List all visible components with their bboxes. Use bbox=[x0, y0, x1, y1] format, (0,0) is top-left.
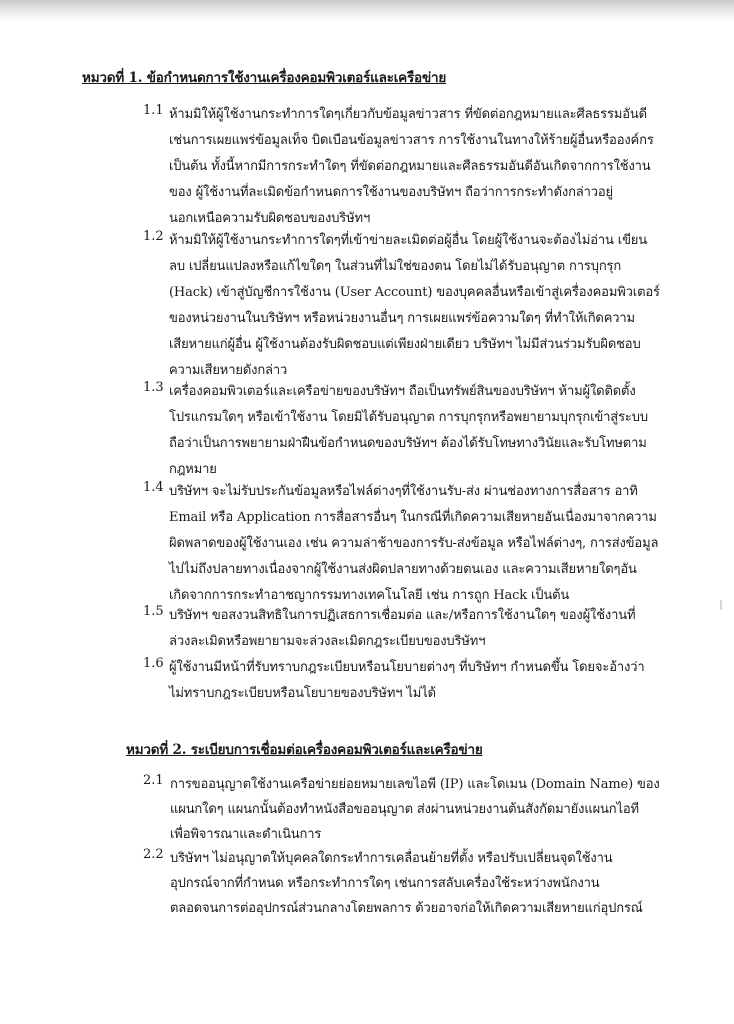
scan-artifact bbox=[720, 600, 722, 610]
clause-text-line: เกิดจากการกระทำอาชญากรรมทางเทคโนโลยี เช่น การถูก Hack เป็นต้น bbox=[169, 588, 570, 603]
clause-text-line: ของ ผู้ใช้งานที่ละเมิดข้อกำหนดการใช้งานของบริษัทฯ ถือว่าการกระทำดังกล่าวอยู่ bbox=[169, 185, 614, 200]
clause-number: 2.1 bbox=[143, 773, 164, 788]
clause-text-line: ถือว่าเป็นการพยายามฝ่าฝืนข้อกำหนดของบริษัทฯ ต้องได้รับโทษทางวินัยและรับโทษตาม bbox=[169, 436, 647, 451]
clause-text-line: บริษัทฯ จะไม่รับประกันข้อมูลหรือไฟล์ต่างๆที่ใช้งานรับ-ส่ง ผ่านช่องทางการสื่อสาร อาทิ bbox=[169, 484, 638, 499]
clause-text-line: ตลอดจนการต่ออุปกรณ์ส่วนกลางโดยพลการ ด้วยอาจก่อให้เกิดความเสียหายแก่อุปกรณ์ bbox=[170, 901, 643, 916]
section-1-heading: หมวดที่ 1. ข้อกำหนดการใช้งานเครื่องคอมพิวเตอร์และเครือข่าย bbox=[82, 70, 447, 86]
clause-text-line: ห้ามมิให้ผู้ใช้งานกระทำการใดๆที่เข้าข่ายละเมิดต่อผู้อื่น โดยผู้ใช้งานจะต้องไม่อ่าน เขียน bbox=[169, 233, 648, 248]
clause-text-line: อุปกรณ์จากที่กำหนด หรือกระทำการใดๆ เช่นการสลับเครื่องใช้ระหว่างพนักงาน bbox=[170, 876, 600, 891]
clause-number: 1.3 bbox=[143, 380, 164, 395]
clause-text-line: ความเสียหายดังกล่าว bbox=[169, 363, 288, 378]
clause-text-line: ผู้ใช้งานมีหน้าที่รับทราบกฎระเบียบหรือนโยบายต่างๆ ที่บริษัทฯ กำหนดขึ้น โดยจะอ้างว่า bbox=[169, 660, 645, 675]
clause-text-line: Email หรือ Application การสื่อสารอื่นๆ ในกรณีที่เกิดความเสียหายอันเนื่องมาจากความ bbox=[169, 510, 657, 525]
scan-edge-shadow bbox=[0, 0, 734, 22]
clause-number: 1.6 bbox=[143, 656, 164, 671]
clause-text-line: ของหน่วยงานในบริษัทฯ หรือหน่วยงานอื่นๆ การเผยแพร่ข้อความใดๆ ที่ทำให้เกิดความ bbox=[169, 311, 635, 326]
clause-number: 1.4 bbox=[143, 480, 164, 495]
clause-number: 1.5 bbox=[143, 604, 164, 619]
clause-text-line: การขออนุญาตใช้งานเครือข่ายย่อยหมายเลขไอพี (IP) และโดเมน (Domain Name) ของ bbox=[170, 777, 660, 792]
clause-text-line: เพื่อพิจารณาและดำเนินการ bbox=[170, 827, 322, 842]
clause-number: 2.2 bbox=[143, 847, 164, 862]
clause-text-line: กฎหมาย bbox=[169, 462, 217, 477]
clause-number: 1.2 bbox=[143, 229, 164, 244]
clause-number: 1.1 bbox=[143, 103, 164, 118]
clause-text-line: ไม่ทราบกฎระเบียบหรือนโยบายของบริษัทฯ ไม่ได้ bbox=[169, 686, 436, 701]
clause-text-line: บริษัทฯ ขอสงวนสิทธิในการปฏิเสธการเชื่อมต่อ และ/หรือการใช้งานใดๆ ของผู้ใช้งานที่ bbox=[169, 608, 636, 623]
clause-text-line: เช่นการเผยแพร่ข้อมูลเท็จ บิดเบือนข้อมูลข่าวสาร การใช้งานในทางให้ร้ายผู้อื่นหรือองค์กร bbox=[169, 133, 654, 148]
clause-text-line: แผนกใดๆ แผนกนั้นต้องทำหนังสือขออนุญาต ส่งผ่านหน่วยงานต้นสังกัดมายังแผนกไอที bbox=[170, 802, 639, 817]
clause-text-line: บริษัทฯ ไม่อนุญาตให้บุคคลใดกระทำการเคลื่อนย้ายที่ตั้ง หรือปรับเปลี่ยนจุดใช้งาน bbox=[170, 851, 613, 866]
clause-text-line: เป็นต้น ทั้งนี้หากมีการกระทำใดๆ ที่ขัดต่อกฎหมายและศีลธรรมอันดีอันเกิดจากการใช้งาน bbox=[169, 159, 651, 174]
clause-text-line: ผิดพลาดของผู้ใช้งานเอง เช่น ความล่าช้าของการรับ-ส่งข้อมูล หรือไฟล์ต่างๆ, การส่งข้อมูล bbox=[169, 536, 659, 551]
clause-text-line: โปรแกรมใดๆ หรือเข้าใช้งาน โดยมิได้รับอนุญาต การบุกรุกหรือพยายามบุกรุกเข้าสู่ระบบ bbox=[169, 410, 648, 425]
clause-text-line: ลบ เปลี่ยนแปลงหรือแก้ไขใดๆ ในส่วนที่ไม่ใช่ของตน โดยไม่ได้รับอนุญาต การบุกรุก bbox=[169, 259, 622, 274]
clause-text-line: นอกเหนือความรับผิดชอบของบริษัทฯ bbox=[169, 211, 371, 226]
section-2-heading: หมวดที่ 2. ระเบียบการเชื่อมต่อเครื่องคอมพิวเตอร์และเครือข่าย bbox=[126, 742, 483, 758]
clause-text-line: ไปไม่ถึงปลายทางเนื่องจากผู้ใช้งานส่งผิดปลายทางด้วยตนเอง และความเสียหายใดๆอัน bbox=[169, 562, 637, 577]
clause-text-line: (Hack) เข้าสู่บัญชีการใช้งาน (User Account) ของบุคคลอื่นหรือเข้าสู่เครื่องคอมพิวเตอร์ bbox=[169, 285, 660, 300]
clause-text-line: ล่วงละเมิดหรือพยายามจะล่วงละเมิดกฎระเบียบของบริษัทฯ bbox=[169, 634, 486, 649]
clause-text-line: ห้ามมิให้ผู้ใช้งานกระทำการใดๆเกี่ยวกับข้อมูลข่าวสาร ที่ขัดต่อกฎหมายและศีลธรรมอันดี bbox=[169, 107, 647, 122]
clause-text-line: เสียหายแก่ผู้อื่น ผู้ใช้งานต้องรับผิดชอบแต่เพียงฝ่ายเดียว บริษัทฯ ไม่มีส่วนร่วมรับผิดชอบ bbox=[169, 337, 641, 352]
clause-text-line: เครื่องคอมพิวเตอร์และเครือข่ายของบริษัทฯ ถือเป็นทรัพย์สินของบริษัทฯ ห้ามผู้ใดติดตั้ง bbox=[169, 384, 636, 399]
